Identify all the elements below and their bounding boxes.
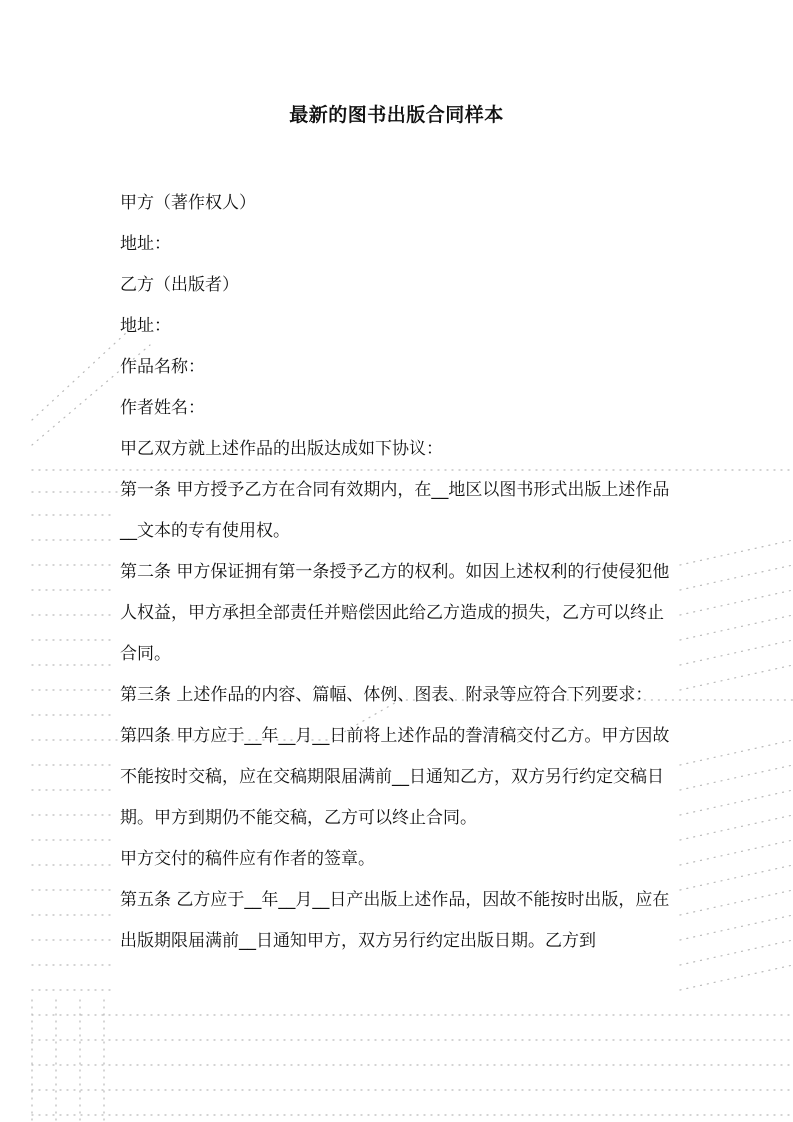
party-b-address: 地址： [120,316,171,336]
article-5: 第五条 乙方应于__年__月__日产出版上述作品，因故不能按时出版，应在出版期限届满前__日通知甲方，双方另行约定出版日期。乙方到 [120,890,670,951]
manuscript-signature-note: 甲方交付的稿件应有作者的签章。 [120,849,375,869]
article-4: 第四条 甲方应于__年__月__日前将上述作品的誊清稿交付乙方。甲方因故不能按时交稿，应在交稿期限届满前__日通知乙方，双方另行约定交稿日期。甲方到期仍不能交稿，乙方可以终止合同。 [120,726,670,828]
article-1: 第一条 甲方授予乙方在合同有效期内，在__地区以图书形式出版上述作品__文本的专有使用权。 [120,480,670,541]
author-name: 作者姓名： [120,398,205,418]
party-b-label: 乙方（出版者） [120,275,239,295]
document-body [120,183,680,962]
agreement-intro: 甲乙双方就上述作品的出版达成如下协议： [120,439,443,459]
article-3: 第三条 上述作品的内容、篇幅、体例、图表、附录等应符合下列要求： [120,685,653,705]
document-title: 最新的图书出版合同样本 [289,104,504,126]
work-title: 作品名称： [120,357,205,377]
party-a-label: 甲方（著作权人） [120,193,256,213]
party-a-address: 地址： [120,234,171,254]
article-2: 第二条 甲方保证拥有第一条授予乙方的权利。如因上述权利的行使侵犯他人权益，甲方承担全部责任并赔偿因此给乙方造成的损失，乙方可以终止合同。 [120,562,670,664]
